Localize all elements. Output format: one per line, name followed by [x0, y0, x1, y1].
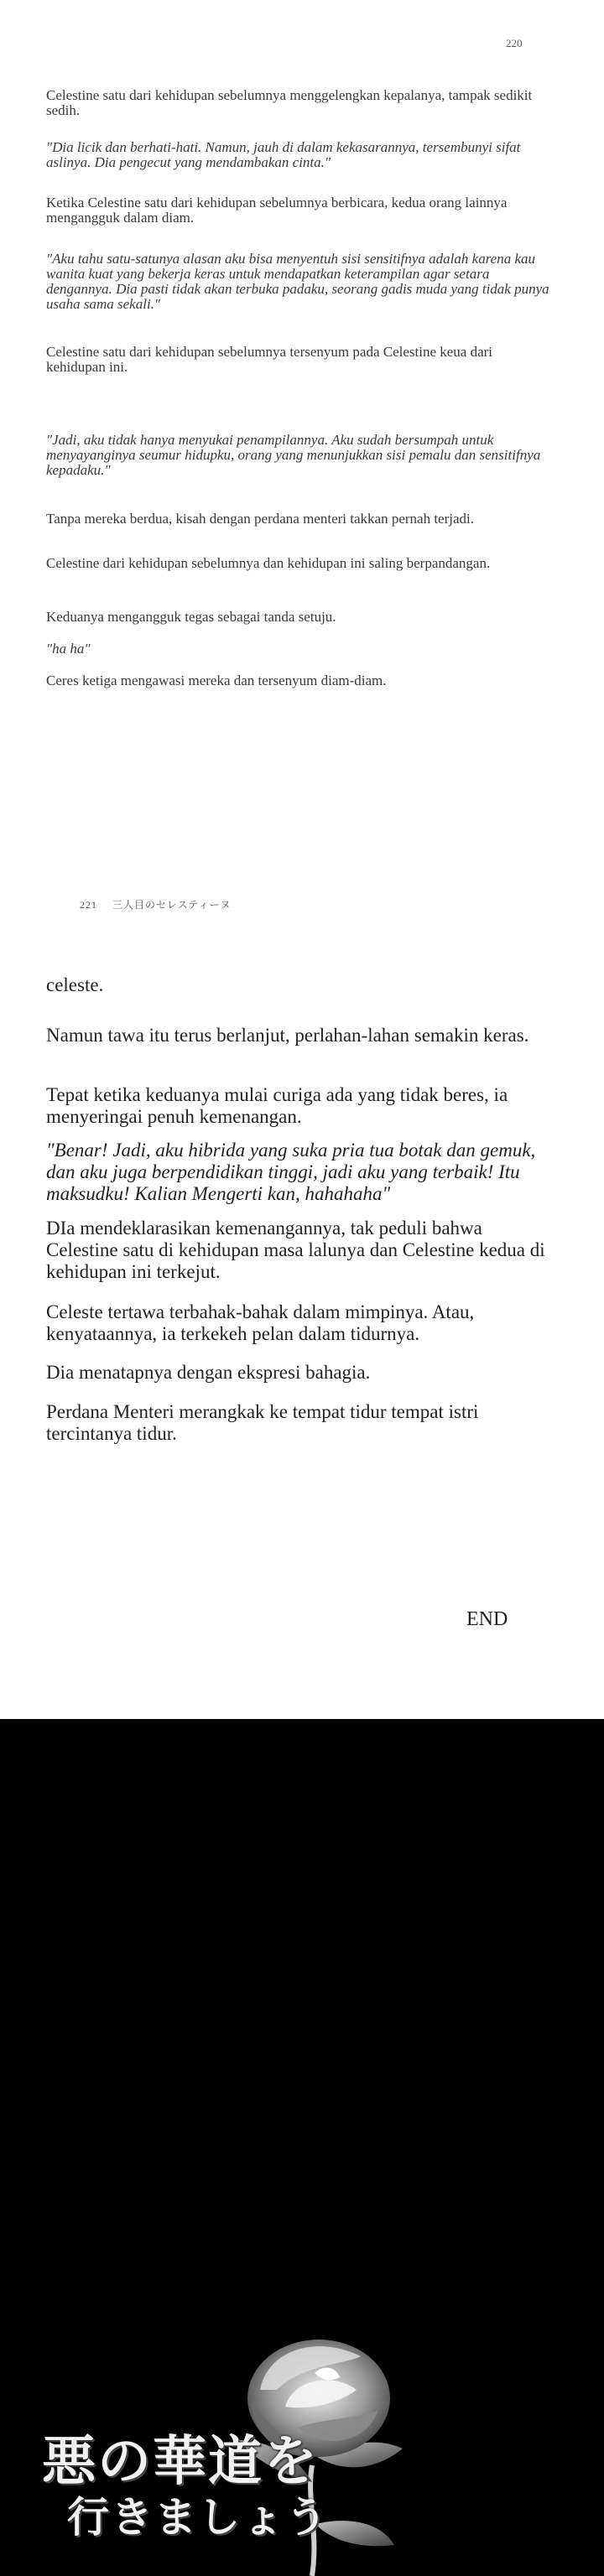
paragraph: "ha ha" [46, 641, 91, 657]
running-header [80, 897, 231, 911]
paragraph: "Jadi, aku tidak hanya menyukai penampilannya. Aku sudah bersumpah untuk menyayanginya seumur hidupku, orang yang menunjukkan sisi pemalu dan sensitifnya kepadaku." [46, 432, 541, 478]
paragraph: DIa mendeklarasikan kemenangannya, tak peduli bahwa Celestine satu di kehidupan masa lalunya dan Celestine kedua di kehidupan ini terkejut. [46, 1218, 545, 1282]
paragraph: Celestine satu dari kehidupan sebelumnya tersenyum pada Celestine keua dari kehidupan ini. [46, 344, 493, 375]
end-mark: END [466, 1608, 508, 1630]
paragraph: Ketika Celestine satu dari kehidupan sebelumnya berbicara, kedua orang lainnya mengangguk dalam diam. [46, 195, 508, 226]
logo-line-1: 悪の華道を [42, 2430, 319, 2493]
paragraph: Celestine satu dari kehidupan sebelumnya menggelengkan kepalanya, tampak sedikit sedih. [46, 87, 533, 118]
logo-line-2: 行きましょう [67, 2492, 329, 2542]
paragraph: "Dia licik dan berhati-hati. Namun, jauh di dalam kekasarannya, tersembunyi sifat aslinya. Dia pengecut yang mendambakan cinta." [46, 139, 521, 170]
paragraph: Ceres ketiga mengawasi mereka dan tersenyum diam-diam. [46, 673, 387, 688]
page-number: 220 [506, 37, 523, 49]
title-logo-page [0, 1719, 604, 2576]
paragraph: Dia menatapnya dengan ekspresi bahagia. [46, 1362, 371, 1383]
page-221 [0, 872, 604, 1719]
paragraph: "Aku tahu satu-satunya alasan aku bisa menyentuh sisi sensitifnya adalah karena kau wanita kuat yang bekerja keras untuk mendapatkan keterampilan agar setara dengannya. Dia pasti tidak akan terbuka padaku, seorang gadis muda yang tidak punya usaha sama sekali." [46, 251, 549, 312]
paragraph: Keduanya mengangguk tegas sebagai tanda setuju. [46, 609, 336, 625]
paragraph: Namun tawa itu terus berlanjut, perlahan-lahan semakin keras. [46, 1025, 529, 1046]
page-number: 221 [80, 899, 97, 911]
paragraph: Celestine dari kehidupan sebelumnya dan kehidupan ini saling berpandangan. [46, 555, 491, 571]
book-title: 三人目のセレスティーヌ [112, 899, 232, 911]
paragraph: "Benar! Jadi, aku hibrida yang suka pria tua botak dan gemuk, dan aku juga berpendidikan tinggi, jadi aku yang terbaik! Itu maksudku! Kalian Mengerti kan, hahahaha" [46, 1140, 536, 1204]
paragraph: Tepat ketika keduanya mulai curiga ada yang tidak beres, ia menyeringai penuh kemenangan. [46, 1084, 508, 1127]
paragraph: Tanpa mereka berdua, kisah dengan perdana menteri takkan pernah terjadi. [46, 511, 474, 527]
paragraph: Perdana Menteri merangkak ke tempat tidur tempat istri tercintanya tidur. [46, 1401, 479, 1444]
paragraph: celeste. [46, 974, 104, 995]
series-logo [42, 2432, 378, 2542]
page-220 [0, 0, 604, 872]
paragraph: Celeste tertawa terbahak-bahak dalam mimpinya. Atau, kenyataannya, ia terkekeh pelan dalam tidurnya. [46, 1301, 475, 1344]
